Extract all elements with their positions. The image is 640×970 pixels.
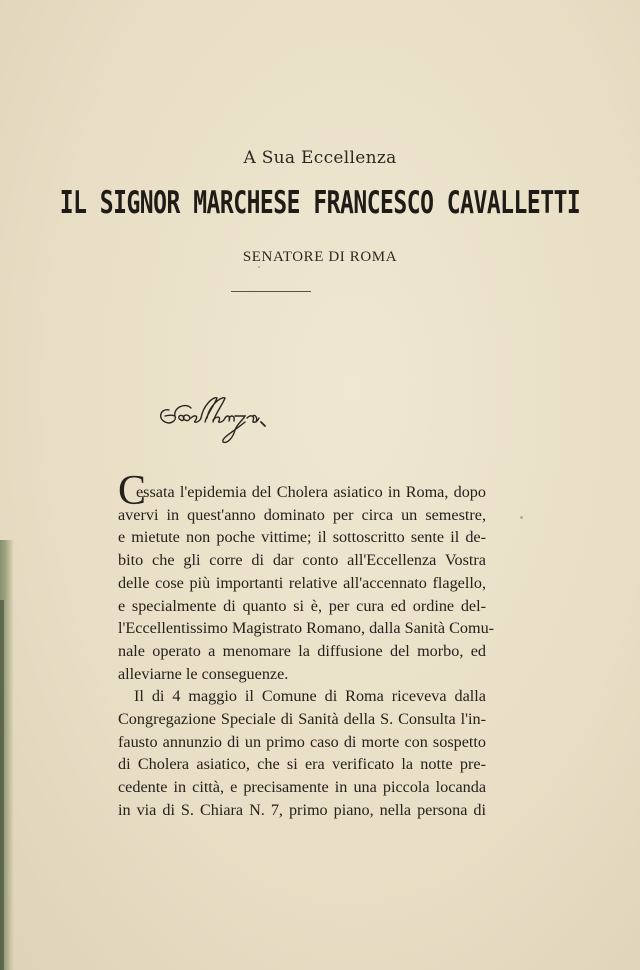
salutation-script [155, 388, 285, 448]
text-line: Congregazione Speciale di Sanità della S. Consulta l'in- [118, 710, 486, 729]
text-line: essata l'epidemia del Cholera asiatico in Roma, dopo [136, 483, 486, 501]
decorative-rule [231, 291, 311, 292]
text-line: e mietute non poche vittime; il sottoscritto sente il de- [118, 528, 486, 547]
text-line: e specialmente di quanto si è, per cura ed ordine del- [118, 596, 486, 615]
drop-cap: C [118, 468, 147, 514]
salutation-text [157, 400, 301, 431]
senator-subtitle: SENATORE DI ROMA [242, 249, 398, 265]
text-line: cedente in città, e precisamente in una piccola locanda [118, 778, 486, 797]
text-line: avervi in quest'anno dominato per circa un semestre, [118, 505, 486, 524]
text-line: alleviarne le conseguenze. [118, 664, 289, 683]
paper-speck [520, 516, 523, 519]
dedication-line: A Sua Eccellenza [243, 148, 397, 168]
body-text [118, 481, 495, 822]
text-line: fausto annunzio di un primo caso di morte con sospetto [118, 732, 486, 751]
text-line: in via di S. Chiara N. 7, primo piano, nella persona di [118, 800, 486, 819]
text-line: nale operato a menomare la diffusione del morbo, ed [118, 641, 486, 660]
text-line: l'Eccellentissimo Magistrato Romano, dalla Sanità Comu- [118, 619, 495, 638]
text-line: Il di 4 maggio il Comune di Roma riceveva dalla [134, 687, 486, 706]
addressee-title: IL SIGNOR MARCHESE FRANCESCO CAVALLETTI [59, 186, 581, 222]
paragraph-2 [118, 685, 486, 821]
text-line: bito che gli corre di dar conto all'Eccellenza Vostra [118, 551, 486, 570]
paper-speck [258, 266, 260, 268]
binding-shadow [0, 600, 4, 970]
text-line: delle cose più importanti relative all'accennato flagello, [118, 573, 486, 592]
text-line: di Cholera asiatico, che si era verificato la notte pre- [118, 755, 486, 774]
paragraph-1 [118, 481, 495, 685]
